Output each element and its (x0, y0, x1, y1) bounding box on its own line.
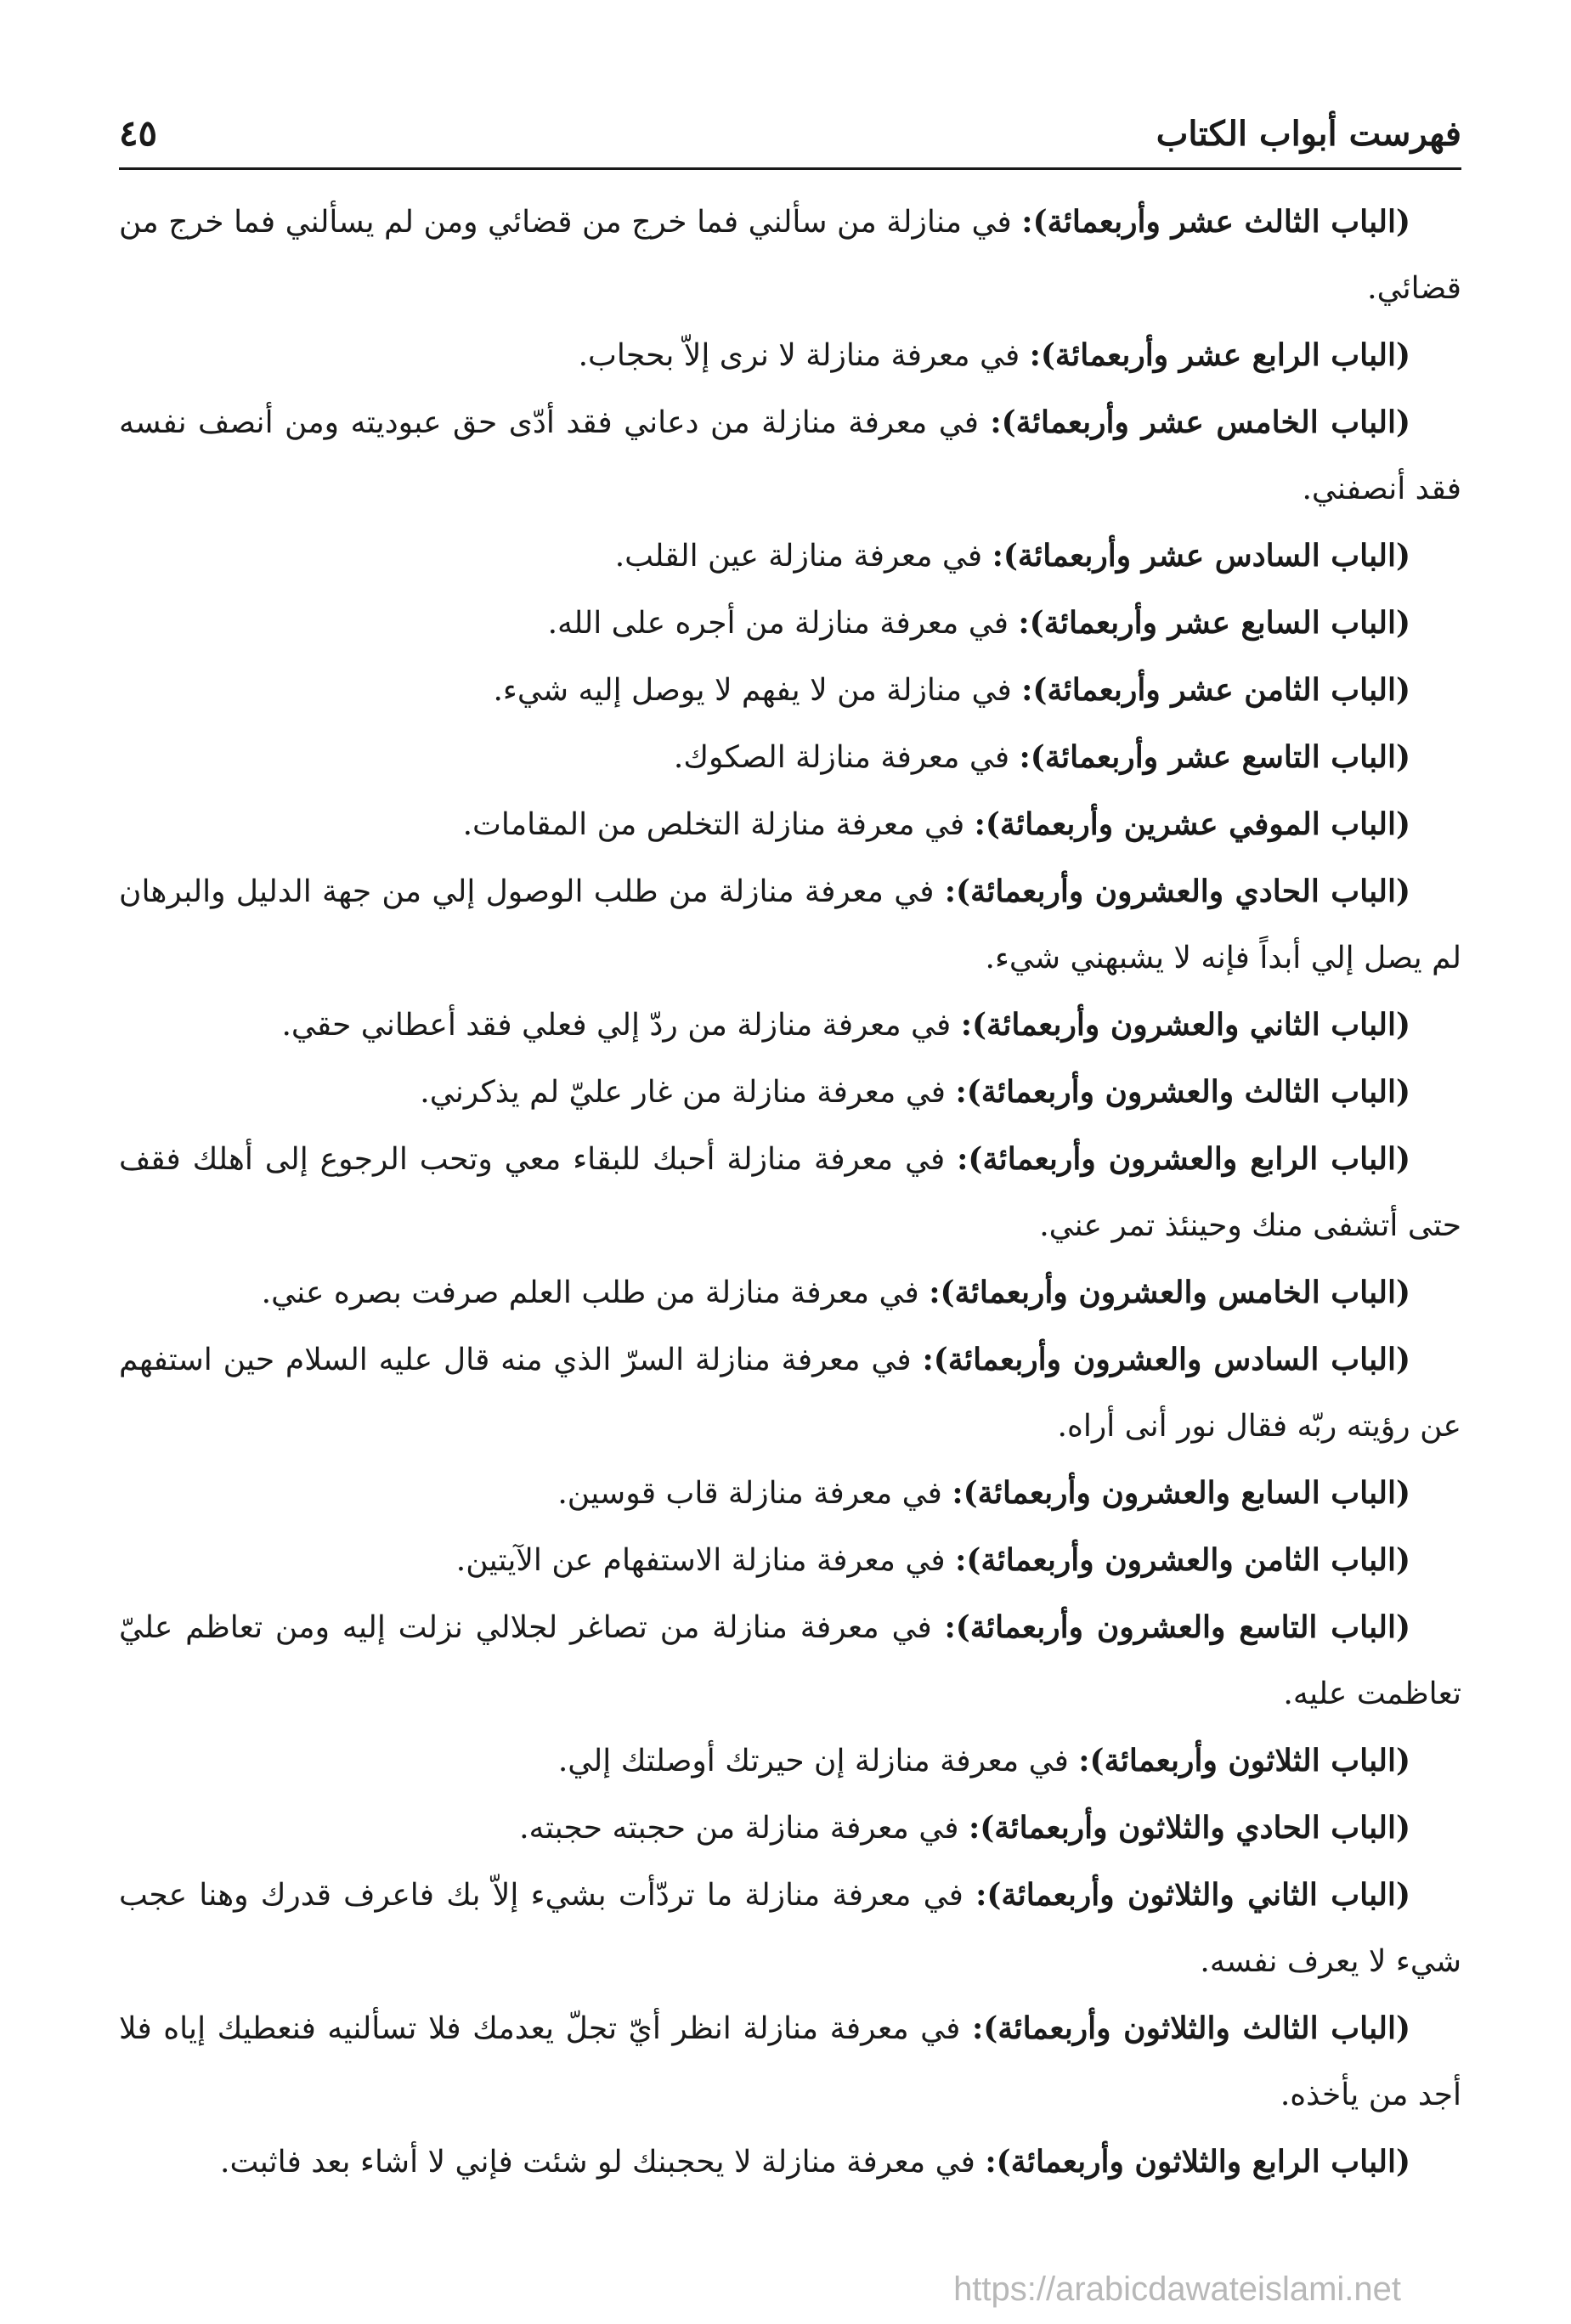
chapter-entry (119, 791, 1461, 858)
chapter-title: (الباب السابع عشر وأربعمائة): (1018, 605, 1410, 641)
chapter-title: (الباب السادس والعشرون وأربعمائة): (922, 1342, 1410, 1377)
chapter-entry (119, 523, 1461, 590)
chapter-description: في معرفة منازلة لا نرى إلاّ بحجاب. (578, 338, 1020, 373)
chapter-entry (119, 189, 1461, 322)
chapter-entry (119, 1795, 1461, 1862)
page-title: فهرست أبواب الكتاب (1156, 114, 1461, 154)
chapter-description: في معرفة منازلة أحبك للبقاء معي وتحب الرجوع إلى أهلك فقف حتى أتشفى منك وحينئذ تمر عني. (119, 1142, 1461, 1243)
chapter-description: في منازلة من لا يفهم لا يوصل إليه شيء. (493, 673, 1012, 708)
chapter-entry (119, 657, 1461, 724)
chapter-entry (119, 1727, 1461, 1795)
chapter-description: في معرفة منازلة قاب قوسين. (557, 1476, 942, 1511)
chapter-title: (الباب الرابع والعشرون وأربعمائة): (957, 1141, 1410, 1177)
chapter-entry (119, 1326, 1461, 1460)
chapter-entry (119, 1059, 1461, 1126)
chapter-entry (119, 1126, 1461, 1259)
chapter-entry (119, 1995, 1461, 2129)
chapter-description: في معرفة منازلة إن حيرتك أوصلتك إلي. (557, 1744, 1069, 1778)
chapter-title: (الباب الثامن عشر وأربعمائة): (1021, 672, 1410, 708)
chapter-entry (119, 724, 1461, 791)
chapter-description: في معرفة منازلة عين القلب. (614, 539, 983, 574)
chapter-description: في معرفة منازلة من دعاني فقد أدّى حق عبوديته ومن أنصف نفسه فقد أنصفني. (119, 405, 1461, 506)
chapter-title: (الباب الثالث عشر وأربعمائة): (1021, 204, 1410, 240)
chapter-title: (الباب الثالث والعشرون وأربعمائة): (955, 1074, 1410, 1110)
chapter-title: (الباب السادس عشر وأربعمائة): (992, 538, 1410, 574)
chapter-title: (الباب الحادي والثلاثون وأربعمائة): (968, 1810, 1410, 1846)
chapter-description: في معرفة منازلة من حجبته حجبته. (519, 1811, 959, 1846)
document-page (119, 93, 1461, 2269)
chapter-description: في معرفة منازلة من طلب العلم صرفت بصره عني. (261, 1275, 919, 1310)
chapter-description: في معرفة منازلة انظر أيّ تجلّ يعدمك فلا تسألنيه فنعطيك إياه فلا أجد من يأخذه. (119, 2011, 1461, 2112)
chapter-title: (الباب الرابع والثلاثون وأربعمائة): (985, 2144, 1410, 2180)
chapter-entry (119, 389, 1461, 523)
chapter-description: في معرفة منازلة من أجره على الله. (547, 606, 1009, 641)
chapter-title: (الباب الثالث والثلاثون وأربعمائة): (971, 2010, 1410, 2046)
chapter-entry (119, 590, 1461, 657)
chapter-entry (119, 2129, 1461, 2196)
page-header (119, 93, 1461, 170)
page-number: ٤٥ (119, 112, 158, 154)
chapter-title: (الباب الحادي والعشرون وأربعمائة): (944, 874, 1411, 909)
chapter-description: في معرفة منازلة السرّ الذي منه قال عليه السلام حين استفهم عن رؤيته ربّه فقال نور أنى أراه. (119, 1343, 1461, 1444)
chapter-title: (الباب الثامن والعشرون وأربعمائة): (955, 1542, 1410, 1578)
chapter-title: (الباب التاسع عشر وأربعمائة): (1019, 739, 1410, 775)
chapter-entry (119, 322, 1461, 389)
chapter-description: في معرفة منازلة الصكوك. (673, 740, 1010, 775)
chapter-description: في معرفة منازلة لا يحجبنك لو شئت فإني لا أشاء بعد فاثبت. (220, 2145, 975, 2180)
chapter-description: في معرفة منازلة الاستفهام عن الآيتين. (455, 1543, 946, 1578)
chapter-list (119, 189, 1461, 2196)
chapter-description: في معرفة منازلة من تصاغر لجلالي نزلت إليه ومن تعاظم عليّ تعاظمت عليه. (119, 1610, 1461, 1711)
chapter-description: في معرفة منازلة من طلب الوصول إلي من جهة الدليل والبرهان لم يصل إلي أبداً فإنه لا يشبهني شيء. (119, 874, 1461, 975)
chapter-title: (الباب الخامس عشر وأربعمائة): (990, 404, 1410, 440)
chapter-entry (119, 1862, 1461, 1995)
chapter-description: في معرفة منازلة من غار عليّ لم يذكرني. (420, 1075, 946, 1110)
chapter-title: (الباب السابع والعشرون وأربعمائة): (952, 1475, 1410, 1511)
chapter-entry (119, 1527, 1461, 1594)
chapter-entry (119, 992, 1461, 1059)
chapter-description: في معرفة منازلة التخلص من المقامات. (462, 807, 965, 842)
chapter-entry (119, 1259, 1461, 1326)
chapter-description: في معرفة منازلة من ردّ إلي فعلي فقد أعطاني حقي. (281, 1008, 952, 1043)
chapter-title: (الباب التاسع والعشرون وأربعمائة): (944, 1609, 1411, 1645)
chapter-entry (119, 1460, 1461, 1527)
chapter-title: (الباب الموفي عشرين وأربعمائة): (974, 806, 1410, 842)
watermark-url: https://arabicdawateislami.net (953, 2270, 1401, 2308)
chapter-entry (119, 858, 1461, 992)
chapter-title: (الباب الرابع عشر وأربعمائة): (1029, 337, 1410, 373)
chapter-entry (119, 1594, 1461, 1727)
chapter-title: (الباب الثلاثون وأربعمائة): (1078, 1743, 1410, 1778)
chapter-title: (الباب الخامس والعشرون وأربعمائة): (929, 1275, 1410, 1310)
chapter-description: في معرفة منازلة ما تردّأت بشيء إلاّ بك فاعرف قدرك وهنا عجب شيء لا يعرف نفسه. (119, 1878, 1461, 1979)
chapter-title: (الباب الثاني والثلاثون وأربعمائة): (975, 1877, 1410, 1913)
chapter-description: في منازلة من سألني فما خرج من قضائي ومن لم يسألني فما خرج من قضائي. (119, 205, 1461, 306)
chapter-title: (الباب الثاني والعشرون وأربعمائة): (960, 1007, 1410, 1043)
